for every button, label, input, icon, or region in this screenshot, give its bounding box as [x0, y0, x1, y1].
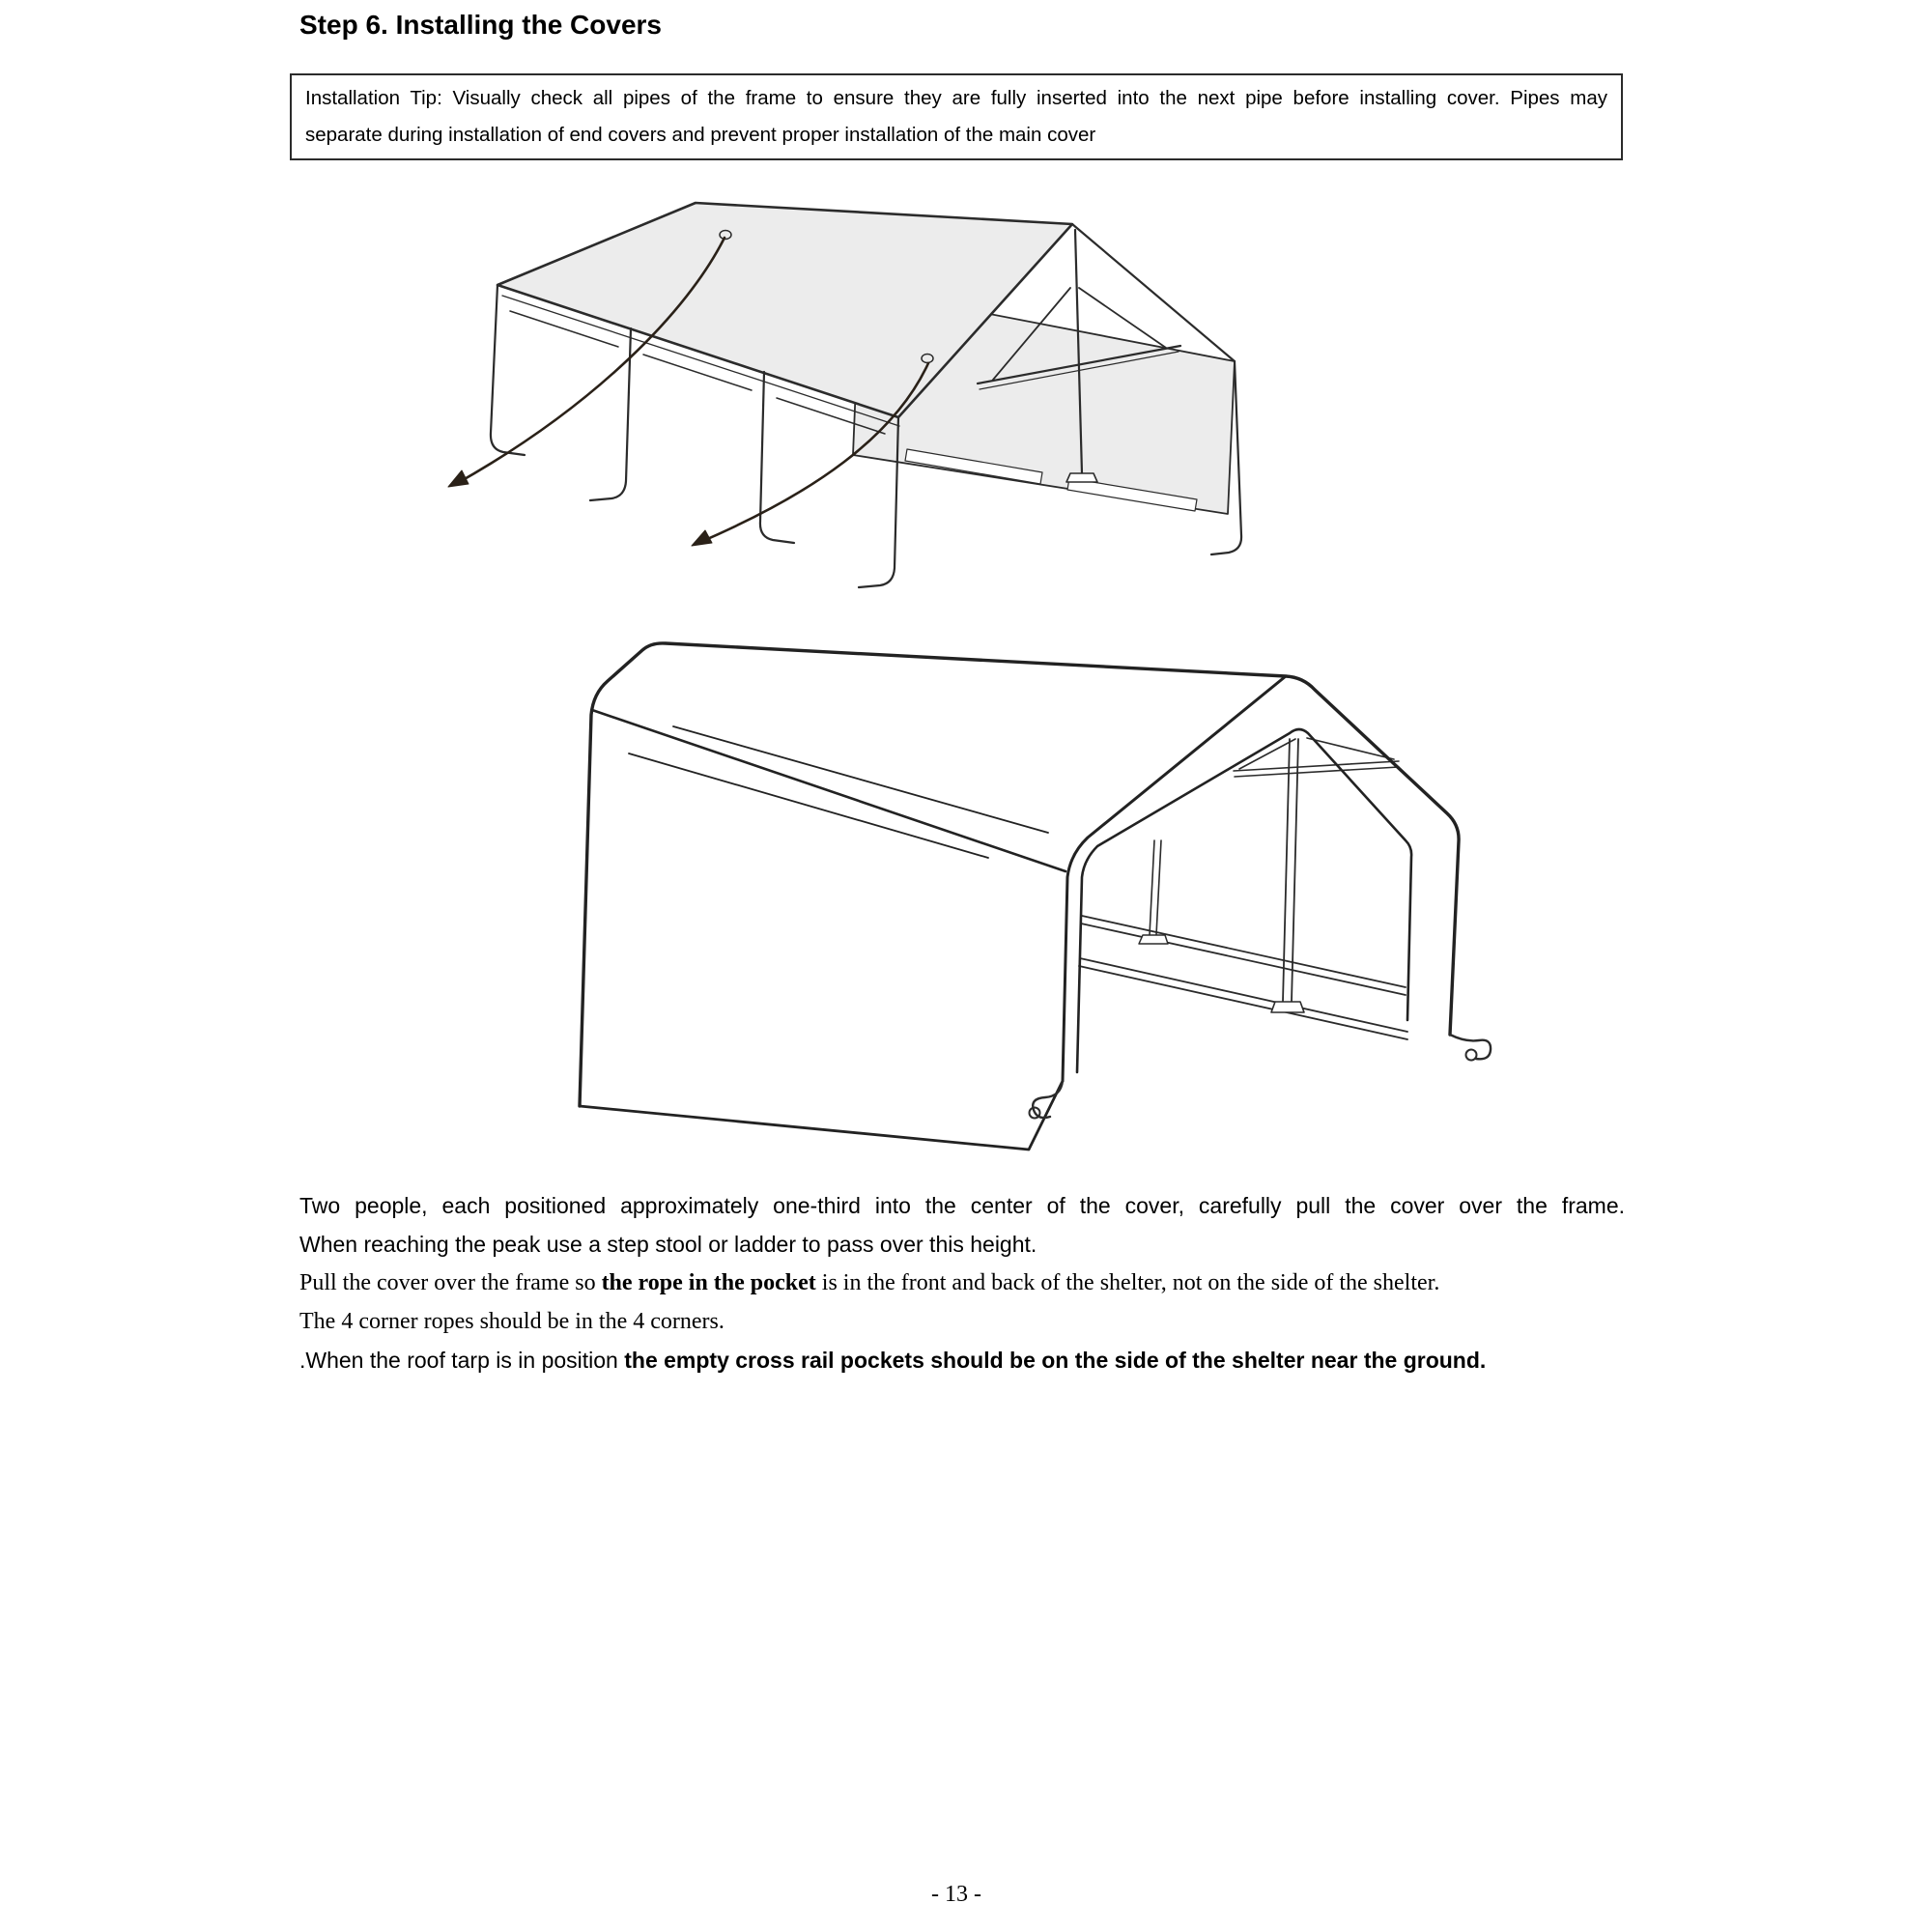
- instruction-text-block: [299, 1186, 1625, 1379]
- installation-tip-box: [290, 73, 1623, 160]
- figure-covered-shelter: [536, 618, 1512, 1174]
- instruction-line-3-prefix: Pull the cover over the frame so: [299, 1270, 602, 1295]
- covered-shelter-illustration: [536, 618, 1512, 1174]
- instruction-line-5-bold: the empty cross rail pockets should be on the side of the shelter near the ground.: [624, 1348, 1487, 1373]
- page-title: Step 6. Installing the Covers: [299, 10, 662, 40]
- instruction-line-1: Two people, each positioned approximately one-third into the center of the cover, carefully pull the cover over the frame.: [299, 1193, 1625, 1218]
- installation-tip-line-1: Installation Tip: Visually check all pipes of the frame to ensure they are fully inserted into the next pipe before installing cover. Pipes may: [305, 87, 1607, 109]
- instruction-line-4: The 4 corner ropes should be in the 4 corners.: [299, 1309, 724, 1334]
- instruction-line-5: [299, 1341, 1625, 1379]
- installation-tip-line-2: separate during installation of end covers and prevent proper installation of the main cover: [305, 124, 1096, 146]
- instruction-line-3-bold: the rope in the pocket: [601, 1270, 816, 1295]
- page-number: - 13 -: [931, 1882, 981, 1907]
- instruction-line-3-suffix: is in the front and back of the shelter, not on the side of the shelter.: [815, 1270, 1440, 1295]
- figure-frame-with-arrows: [406, 164, 1265, 611]
- instruction-line-2: When reaching the peak use a step stool or ladder to pass over this height.: [299, 1232, 1037, 1257]
- frame-illustration: [406, 164, 1265, 611]
- instruction-line-3: [299, 1264, 1625, 1302]
- instruction-line-5-prefix: .When the roof tarp is in position: [299, 1348, 625, 1373]
